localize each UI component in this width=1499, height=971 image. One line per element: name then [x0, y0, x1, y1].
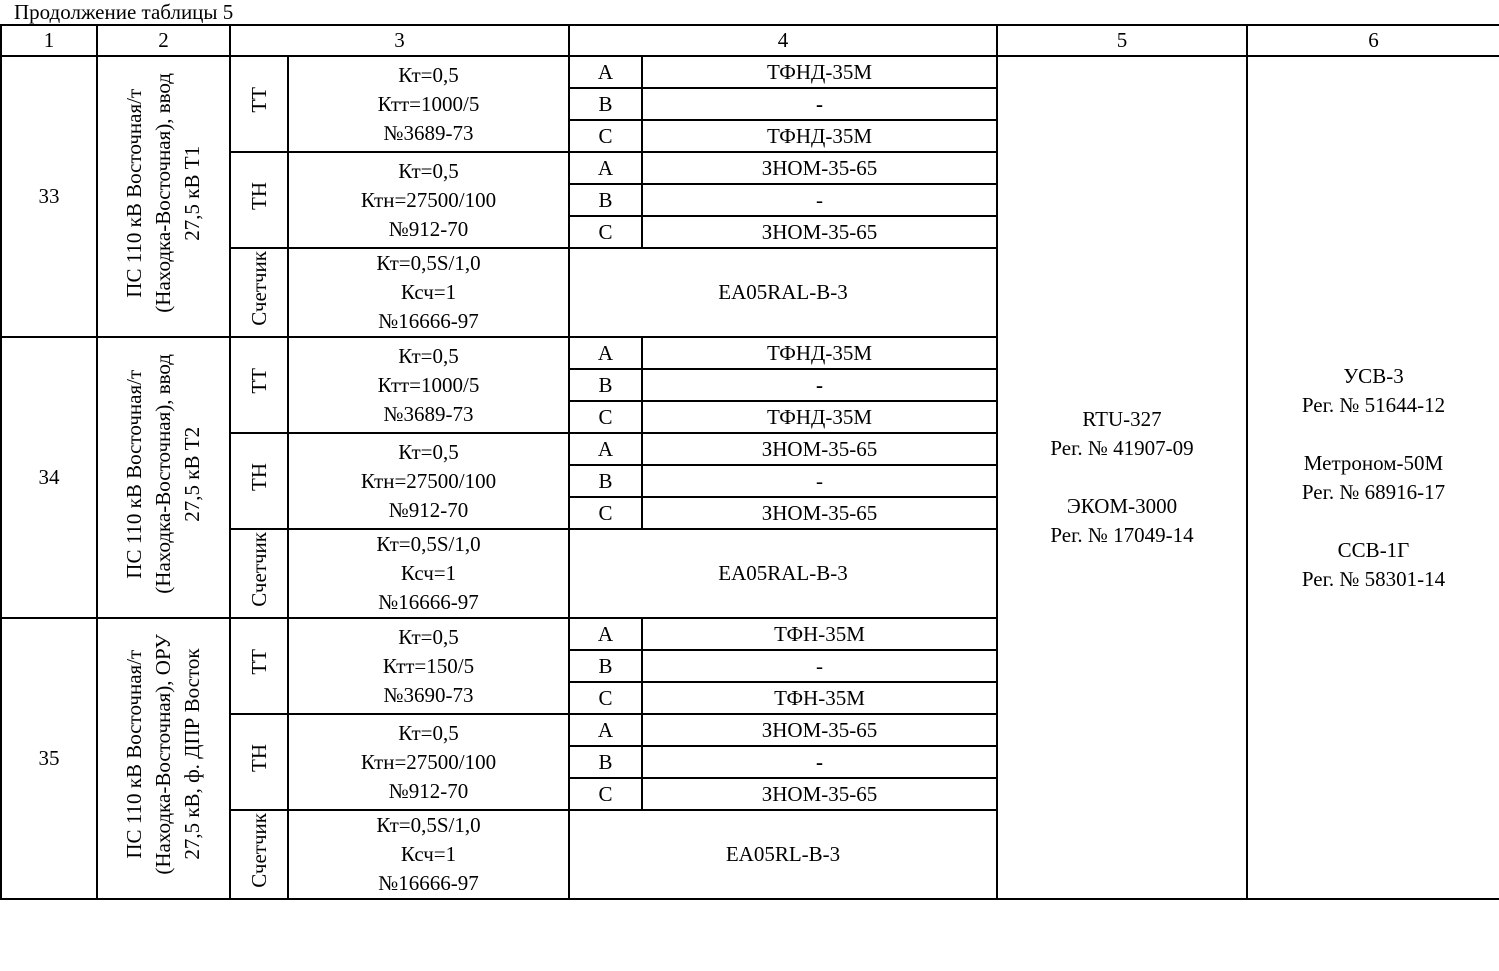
meter-label: Счетчик [230, 529, 288, 618]
phase-label: A [569, 618, 642, 650]
iv-complex-reg: Рег. № 41907-09 [1050, 436, 1194, 460]
phase-model: ТФН-35М [642, 618, 997, 650]
tn-params: Кт=0,5 Ктн=27500/100 №912-70 [288, 714, 569, 810]
phase-model: ЗНОМ-35-65 [642, 216, 997, 248]
object-name-line: 27,5 кВ Т1 [180, 145, 204, 240]
header-row [1, 25, 1499, 56]
phase-model: ЗНОМ-35-65 [642, 497, 997, 529]
tt-label: ТТ [230, 618, 288, 714]
equipment-table [0, 24, 1499, 900]
phase-model: - [642, 465, 997, 497]
phase-model: - [642, 746, 997, 778]
meter-params: Кт=0,5S/1,0 Ксч=1 №16666-97 [288, 529, 569, 618]
meter-label: Счетчик [230, 810, 288, 899]
iv-complex-cell [997, 56, 1247, 899]
object-name-line: (Находка-Восточная), ввод [151, 353, 175, 594]
header-col-6: 6 [1247, 25, 1499, 56]
object-name-line: ПС 110 кВ Восточная/т [122, 369, 146, 578]
phase-label: A [569, 337, 642, 369]
meter-model: EA05RL-B-3 [569, 810, 997, 899]
phase-model: ЗНОМ-35-65 [642, 433, 997, 465]
object-name-line: 27,5 кВ, ф. ДПР Восток [180, 648, 204, 861]
header-col-5: 5 [997, 25, 1247, 56]
phase-label: C [569, 778, 642, 810]
row-number: 34 [1, 337, 97, 618]
tt-params: Кт=0,5 Ктт=150/5 №3690-73 [288, 618, 569, 714]
table-row [1, 56, 1499, 88]
tt-params: Кт=0,5 Ктт=1000/5 №3689-73 [288, 337, 569, 433]
phase-label: C [569, 497, 642, 529]
phase-model: ТФН-35М [642, 682, 997, 714]
tn-params: Кт=0,5 Ктн=27500/100 №912-70 [288, 433, 569, 529]
phase-model: ТФНД-35М [642, 337, 997, 369]
phase-label: A [569, 152, 642, 184]
time-sync-name: Метроном-50М [1303, 450, 1444, 475]
tn-label: ТН [230, 714, 288, 810]
header-col-4: 4 [569, 25, 997, 56]
header-col-2: 2 [97, 25, 230, 56]
object-name-line: ПС 110 кВ Восточная/т [122, 88, 146, 297]
row-number: 33 [1, 56, 97, 337]
meter-params: Кт=0,5S/1,0 Ксч=1 №16666-97 [288, 248, 569, 337]
tn-label: ТН [230, 433, 288, 529]
time-sync-name: ССВ-1Г [1337, 537, 1410, 562]
meter-label: Счетчик [230, 248, 288, 337]
tn-label: ТН [230, 152, 288, 248]
meter-model: EA05RAL-B-3 [569, 529, 997, 618]
phase-model: - [642, 369, 997, 401]
iv-complex-name: ЭКОМ-3000 [1066, 494, 1178, 518]
iv-complex-name: RTU-327 [1082, 407, 1162, 431]
object-name [97, 56, 230, 337]
phase-label: B [569, 369, 642, 401]
tt-label: ТТ [230, 56, 288, 152]
phase-label: C [569, 216, 642, 248]
object-name [97, 337, 230, 618]
phase-model: ЗНОМ-35-65 [642, 152, 997, 184]
time-sync-cell [1247, 56, 1499, 899]
tn-params: Кт=0,5 Ктн=27500/100 №912-70 [288, 152, 569, 248]
tt-label: ТТ [230, 337, 288, 433]
phase-label: C [569, 682, 642, 714]
object-name-line: (Находка-Восточная), ОРУ [151, 634, 175, 875]
phase-label: B [569, 88, 642, 120]
phase-model: ТФНД-35М [642, 401, 997, 433]
meter-params: Кт=0,5S/1,0 Ксч=1 №16666-97 [288, 810, 569, 899]
phase-label: B [569, 746, 642, 778]
phase-label: C [569, 120, 642, 152]
phase-label: A [569, 56, 642, 88]
object-name-line: 27,5 кВ Т2 [180, 426, 204, 521]
phase-model: ЗНОМ-35-65 [642, 714, 997, 746]
object-name [97, 618, 230, 899]
phase-model: - [642, 650, 997, 682]
time-sync-reg: Рег. № 58301-14 [1301, 566, 1446, 591]
phase-model: - [642, 184, 997, 216]
phase-label: B [569, 650, 642, 682]
phase-model: ЗНОМ-35-65 [642, 778, 997, 810]
phase-label: B [569, 465, 642, 497]
row-number: 35 [1, 618, 97, 899]
phase-label: C [569, 401, 642, 433]
phase-label: A [569, 433, 642, 465]
phase-label: B [569, 184, 642, 216]
tt-params: Кт=0,5 Ктт=1000/5 №3689-73 [288, 56, 569, 152]
phase-model: ТФНД-35М [642, 56, 997, 88]
object-name-line: ПС 110 кВ Восточная/т [122, 650, 146, 859]
object-name-line: (Находка-Восточная), ввод [151, 72, 175, 313]
header-col-1: 1 [1, 25, 97, 56]
meter-model: EA05RAL-B-3 [569, 248, 997, 337]
time-sync-reg: Рег. № 68916-17 [1301, 479, 1446, 504]
phase-model: - [642, 88, 997, 120]
header-col-3: 3 [230, 25, 569, 56]
time-sync-name: УСВ-3 [1343, 363, 1404, 388]
table-caption: Продолжение таблицы 5 [14, 0, 234, 24]
phase-label: A [569, 714, 642, 746]
iv-complex-reg: Рег. № 17049-14 [1050, 523, 1194, 547]
time-sync-reg: Рег. № 51644-12 [1301, 392, 1446, 417]
phase-model: ТФНД-35М [642, 120, 997, 152]
